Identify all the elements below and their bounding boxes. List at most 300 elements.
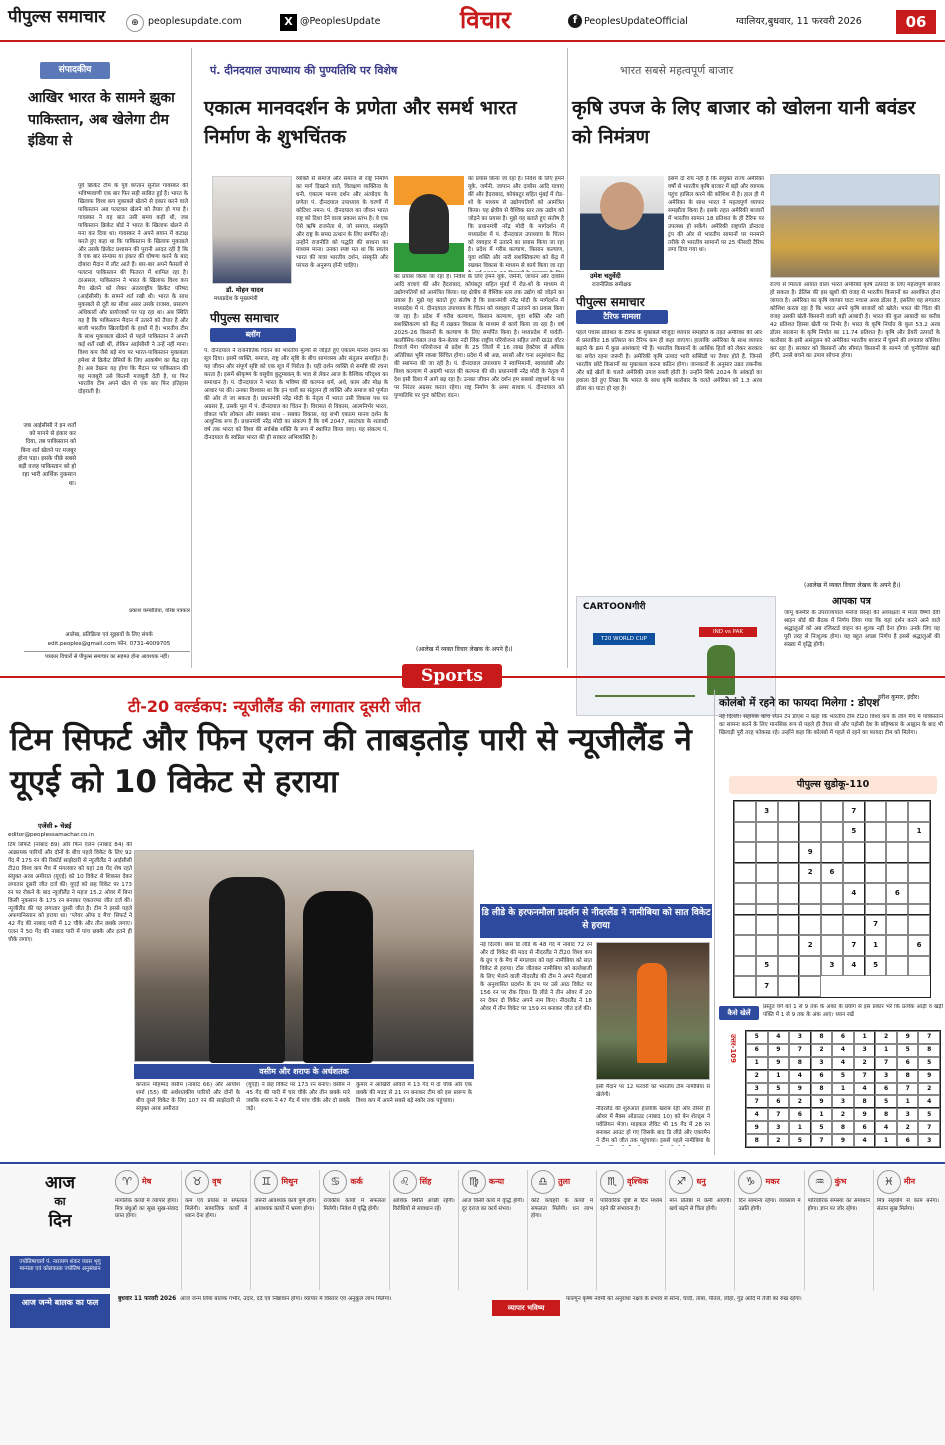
market-text: फाल्गुन कृष्ण नवमी को अनुराधा नक्षत्र के प्रभाव से सोना, चांदी, तांबा, पीतल, लोहा, गुड़ आदि में तेजी का रुख रहेगा। (566, 1296, 802, 1302)
letters-body: जामू कश्मीर के उपराज्यपाल मनोज सिन्हा की अध्यक्षता में माता वैष्णो देवी श्राइन बोर्ड की बैठक में निर्णय लिया गया कि यहां दर्शन करने आने वाले श्रद्धालुओं को अब रजिस्टर्ड वाहन का शुल्क नहीं देना होगा। उनके लिए यह पूरी तरह से निःशुल्क होगा। यह बहुत अच्छा निर्णय है इससे श्रद्धालुओं की संख्या में वृद्धि होगी। (784, 610, 940, 648)
answer-cell: 3 (897, 1108, 919, 1121)
cricket-photo (134, 850, 474, 1062)
deleede-photo (596, 942, 710, 1080)
answer-cell: 7 (768, 1108, 790, 1121)
answer-cell: 7 (875, 1057, 897, 1070)
player-figure-orange (637, 963, 667, 1063)
horoscope-divider (0, 1162, 945, 1164)
sudoku-cell[interactable] (886, 842, 908, 863)
answer-cell: 9 (768, 1044, 790, 1057)
sudoku-cell[interactable] (734, 915, 756, 936)
zodiac-sign (181, 1170, 250, 1290)
zodiac-sign (873, 1170, 942, 1290)
sudoku-cell[interactable] (799, 976, 821, 997)
answer-cell: 7 (746, 1095, 768, 1108)
answer-cell: 9 (789, 1083, 811, 1096)
zodiac-name: तुला (557, 1176, 571, 1186)
letters-author: हरीश कुमार, इंदौर। (878, 694, 920, 701)
answer-cell: 4 (746, 1108, 768, 1121)
answer-cell: 3 (918, 1134, 940, 1147)
sudoku-cell[interactable]: 4 (843, 883, 865, 904)
answer-cell: 4 (854, 1134, 876, 1147)
answer-cell: 5 (897, 1044, 919, 1057)
sudoku-cell[interactable]: 7 (756, 976, 778, 997)
sudoku-cell[interactable] (799, 801, 821, 822)
sudoku-cell[interactable] (908, 956, 930, 977)
answer-cell: 6 (897, 1057, 919, 1070)
sports-headline: टिम सिफर्ट और फिन एलन की ताबड़तोड़ पारी से न्यूजीलैंड ने यूएई को 10 विकेट से हराया (10, 722, 692, 800)
answer-cell: 5 (768, 1083, 790, 1096)
tariff-column-1: इसमें दो राय नहीं है कि संयुक्त राज्य अमेरिका वर्षों से भारतीय कृषि बाजार में बड़ी और व्यापक पहुंच हासिल करने की कोशिश में है। हाल ही में अमेरिका के साथ भारत ने महत्वपूर्ण व्यापार समझौता किया है। इसके तहत अमेरिकी बाजारों में भारतीय सामान 18 प्रतिशत के ही टैरिफ पर उपलब्ध हो सकेंगे। अमेरिकी राष्ट्रपति डोनाल्ड ट्रंप की ओर से भारतीय सामानों पर मनमाने तरीके से भारतीय सामानों पर 25 फीसदी टैरिफ लगा दिया गया था। (668, 176, 764, 254)
birth-label: आज जन्मे बालक का फल (10, 1294, 110, 1328)
tariff-article (572, 48, 945, 701)
answer-cell: 3 (789, 1031, 811, 1044)
sudoku-cell[interactable] (886, 801, 908, 822)
sudoku-cell[interactable]: 4 (843, 956, 865, 977)
zodiac-header (254, 1170, 316, 1194)
answer-cell: 8 (832, 1121, 854, 1134)
answer-cell: 1 (832, 1083, 854, 1096)
answer-cell: 7 (811, 1134, 833, 1147)
zodiac-name: धनु (696, 1176, 706, 1186)
answer-cell: 7 (897, 1083, 919, 1096)
answer-cell: 1 (768, 1070, 790, 1083)
facebook-icon: f (568, 14, 582, 28)
blog-column-2: पं. दीनदयाल ने राजनीतिक चिंतन को भारतीय मूल्यों से जोड़ते हुए एकात्म मानव दर्शन का सूत्र दिया। इसमें व्यक्ति, समाज, राष्ट्र और सृष्टि के बीच सामंजस्य और संतुलन समाहित है। यह जीवन और संपूर्ण सृष्टि को एक सूत्र में पिरोता है। यही दर्शन व्यक्ति से समष्टि की रचना करता है। इसमें श्रीकृष्ण के वसुधैव कुटुम्बकम् के भाव से लेकर आज के वैश्विक परिदृश्य का समाधान है। पं. दीनदयाल ने भारत के भविष्य की कल्पना धर्म, अर्थ, काम और मोक्ष के आधार पर की। उनका विश्वास था कि इन चारों का संतुलन ही व्यक्ति और समाज को पूर्णता की ओर ले जा सकता है। प्रधानमंत्री नरेंद्र मोदी के नेतृत्व में भारत उसी विकास पथ पर अग्रसर है, उसके मूल में पं. दीनदयाल का चिंतन है। विरासत से विकास, आत्मनिर्भर भारत, वोकल फॉर लोकल और सबका साथ - सबका विकास, यह सभी एकात्म मानव दर्शन के आधुनिक रूप हैं। प्रधानमंत्री नरेंद्र मोदी का संकल्प है कि वर्ष 2047, स्वतंत्रता के शताब्दी वर्ष तक भारत को विश्व की सर्वश्रेष्ठ शक्ति के रूप में स्थापित किया जाए। यह संकल्प पं. दीनदयाल के स्वप्निल भारत की ही साकार अभिव्यक्ति है। (204, 348, 388, 442)
blog-disclaimer: (आलेख में व्यक्त विचार लेखक के अपने हैं।) (416, 646, 513, 653)
sudoku-cell[interactable]: 5 (865, 956, 887, 977)
answer-cell: 7 (918, 1121, 940, 1134)
zodiac-header (600, 1170, 662, 1194)
sudoku-cell[interactable]: 5 (843, 822, 865, 843)
sudoku-cell[interactable] (778, 863, 800, 884)
answer-cell: 5 (918, 1057, 940, 1070)
zodiac-name: वृष (212, 1176, 222, 1186)
zodiac-text: कम एवं प्रयास से सफलता मिलेगी। सामाजिक कार्यों में ध्यान देना होगा। (185, 1198, 248, 1220)
tariff-column-3: राज्य से मिलता आयात वाला भारत अमेरिकी कृषि उत्पादों के लिए महत्वपूर्ण बाजार हो सकता है। डेलिंस की इस खुशी की वजह से भारतीय किसानों का आशंकित होना जायज है। अमेरिका का कृषि व्यापार घाटा पचास अरब डॉलर है, इसलिए वह लगातार कोशिश करता रहा है कि भारत अपने कृषि बाजारों को खोले। भारत की चिंता की वजह उसकी खेती-किसानी वाली बड़ी आबादी है। भारत की कुल आबादी का करीब 42 प्रतिशत हिस्सा खेती पर निर्भर है। भारत के कृषि निर्यात के कुल 53.2 अरब डॉलर सालाना के कृषि निर्यात का 11.74 प्रतिशत है। कृषि और डेयरी उत्पादों के कारोबार के इसी असंतुलन को अमेरिका भारतीय बाजार में घुसने की लगातार कोशिश कर रहा है। सरकार को किसानों और सीमांत किसानों के सामने जो चुनौतियां खड़ी होंगी, उनसे बचने का उपाय सोचना होगा। (770, 282, 940, 360)
sudoku-cell[interactable] (908, 915, 930, 936)
blog-column-3: का प्रयास किया जा रहा है। निवेश के लिए हमने यूके, जर्मनी, जापान और दावोस आदि यात्राएं कीं और हैदराबाद, कोयंबटूर सहित मुंबई में रोड-शो के माध्यम से उद्योगपतियों को आमंत्रित किया। यह क्षेत्रीय से वैश्विक स्तर तक उद्योग को जोड़ने का प्रयास है। मुझे यह बताते हुए संतोष है कि प्रधानमंत्री नरेंद्र मोदी के मार्गदर्शन में मध्यप्रदेश में पं. दीनदयाल उपाध्याय के चिंतन को व्यवहार में उतारने का प्रयास किया जा रहा है। प्रदेश में गरीब कल्याण, किसान कल्याण, युवा शक्ति और नारी सशक्तिकरण को केंद्र में रखकर विकास के माध्यम से कार्य किया जा रहा है। वर्ष 2025-26 किसानों के कल्याण के लिए समर्पित किया है। मध्यप्रदेश में पार्वती-कालीसिंध-चंबल तथा केन-बेतवा नदी लिंक राष्ट्रीय परियोजना सहित तापी ग्राउंड वॉटर रिचार्ज मेगा परियोजना से प्रदेश के 25 जिलों में 16 लाख हेक्टेयर से अधिक अतिरिक्त भूमि रकबा सिंचित होगा। प्रदेश में श्री अन्न, सरसों और चना अनुसंधान केंद्र की स्थापना की जा रही है। पं. दीनदयाल उपाध्याय ने स्वाभिमानी, स्वावलंबी और विश्व कल्याण में अग्रणी भारत की कल्पना की थी। प्रधानमंत्री नरेंद्र मोदी के नेतृत्व में देश इसी दिशा में आगे बढ़ रहा है। उनका जीवन और दर्शन हम सबको राष्ट्रधर्म के पथ पर निरंतर अग्रसर करता रहेगा। राष्ट्र निर्माण के अमर साधक पं. दीनदयाल को पुण्यतिथि पर पुनः कोटिशः वंदन। (394, 274, 564, 400)
author-role-umesh: राजनीतिक समीक्षक (592, 282, 632, 288)
sudoku-cell[interactable]: 7 (843, 801, 865, 822)
answer-cell: 6 (854, 1121, 876, 1134)
sudoku-cell[interactable]: 5 (756, 956, 778, 977)
sudoku-cell[interactable] (821, 883, 843, 904)
answer-cell: 9 (918, 1070, 940, 1083)
sudoku-cell[interactable] (821, 904, 843, 915)
editorial-byline: प्रकाश कम्बोडिया, वरिष्ठ पत्रकार (129, 608, 190, 614)
answer-cell: 1 (875, 1044, 897, 1057)
sudoku-cell[interactable] (799, 915, 821, 936)
contact-email[interactable]: edit.peoples@gmail.com फोन. 0731-4009705 (47, 641, 171, 647)
sudoku-cell[interactable] (778, 904, 800, 915)
zodiac-name: कन्या (488, 1176, 505, 1186)
zodiac-sign (389, 1170, 458, 1290)
colombo-headline: कोलंबो में रहने का फायदा मिलेगा : डोएश (719, 697, 880, 709)
colombo-body: नई दिल्ली। सहायक कोच रयान टेन डोएश ने कहा कि भारतीय टीम टी20 विश्व कप के लीग मैच में पाकिस्तान का सामना करने के लिए मानसिक रूप से पहले ही तैयार थी और पड़ोसी देश के बहिष्कार के आह्वान के बाद भी खिलाड़ी पूरी तरह फोकस्ड रहे। उन्होंने कहा कि कोलंबो में पहले से रहने का फायदा टीम को मिलेगा। (719, 714, 943, 736)
sudoku-title: पीपुल्स सुडोकू-110 (729, 776, 937, 794)
horoscope-title-3: दिन (48, 1210, 72, 1231)
zodiac-header (115, 1170, 178, 1194)
answer-cell: 4 (854, 1083, 876, 1096)
player-figure-2 (303, 891, 373, 1063)
answer-cell: 9 (854, 1108, 876, 1121)
answer-cell: 6 (897, 1134, 919, 1147)
zodiac-name: मिथुन (281, 1176, 298, 1186)
zodiac-header (462, 1170, 524, 1194)
sudoku-cell[interactable] (799, 822, 821, 843)
answer-cell: 6 (789, 1108, 811, 1121)
zodiac-name: मीन (903, 1176, 916, 1186)
zodiac-text: राजकीय कार्यों में सफलता मिलेगी। निवेश में वृद्धि होगी। (323, 1198, 386, 1212)
sudoku-cell[interactable] (778, 915, 800, 936)
answer-cell: 2 (918, 1083, 940, 1096)
answer-cell: 6 (768, 1095, 790, 1108)
answer-cell: 3 (854, 1044, 876, 1057)
sudoku-cell[interactable] (734, 935, 756, 956)
editorial-pullquote: जब आईसीसी ने इन शर्तों को मानने से इंकार कर दिया, तब पाकिस्तान को बिना शर्त खेलने पर मजबूर होना पड़ा। इसके पीछे सबसे बड़ी वजह पाकिस्तान को हो रहा भारी आर्थिक नुकसान था। (18, 423, 76, 487)
blog-logo: पीपुल्स समाचार (210, 311, 279, 325)
sudoku-cell[interactable] (843, 842, 865, 863)
sudoku-cell[interactable] (778, 822, 800, 843)
answer-cell: 2 (746, 1070, 768, 1083)
market-photo (770, 174, 940, 278)
author-photo-umesh (580, 176, 664, 270)
zodiac-icon: ♓ (877, 1170, 901, 1194)
zodiac-header (531, 1170, 593, 1194)
sudoku-cell[interactable]: 7 (843, 935, 865, 956)
zodiac-name: मकर (765, 1176, 780, 1186)
sudoku-cell[interactable]: 6 (886, 883, 908, 904)
zodiac-header (738, 1170, 800, 1194)
zodiac-icon: ♈ (115, 1170, 139, 1194)
sudoku-cell[interactable] (734, 883, 756, 904)
answer-cell: 1 (746, 1057, 768, 1070)
sudoku-cell[interactable] (756, 904, 778, 915)
zodiac-header (185, 1170, 247, 1194)
blog-tag: ब्लॉग (210, 328, 296, 342)
portrait-figure (409, 194, 449, 254)
author-face (600, 182, 644, 230)
answer-cell: 6 (875, 1083, 897, 1096)
photo-caption-bar: वसीम और शराफ के अर्धशतक (134, 1064, 474, 1079)
zodiac-header (393, 1170, 455, 1194)
masthead (0, 0, 945, 42)
sudoku-grid[interactable] (733, 800, 931, 998)
zodiac-sign (665, 1170, 734, 1290)
sudoku-cell[interactable] (886, 935, 908, 956)
zodiac-header (669, 1170, 731, 1194)
blog-kicker: पं. दीनदयाल उपाध्याय की पुण्यतिथि पर विशेष (210, 64, 398, 77)
blog-headline: एकात्म मानवदर्शन के प्रणेता और समर्थ भारत निर्माण के शुभचिंतक (204, 97, 517, 149)
sudoku-cell[interactable] (734, 956, 756, 977)
answer-cell: 2 (854, 1057, 876, 1070)
sudoku-cell[interactable]: 6 (908, 935, 930, 956)
facebook-handle[interactable]: PeoplesUpdateOfficial (584, 16, 688, 27)
answer-cell: 3 (768, 1121, 790, 1134)
sudoku-cell[interactable] (908, 863, 930, 884)
sudoku-cell[interactable] (821, 822, 843, 843)
page-number: 06 (896, 10, 936, 34)
author-role: मध्यप्रदेश के मुख्यमंत्री (214, 296, 258, 302)
market-label: व्यापार भविष्य (492, 1300, 560, 1316)
sudoku-cell[interactable] (756, 935, 778, 956)
sudoku-cell[interactable] (908, 842, 930, 863)
answer-cell: 7 (918, 1031, 940, 1044)
horoscope-section (0, 1166, 945, 1445)
answer-cell: 8 (811, 1083, 833, 1096)
author-name: डॉ. मोहन यादव (226, 286, 264, 294)
answer-cell: 1 (789, 1121, 811, 1134)
sudoku-cell[interactable] (886, 904, 908, 915)
answer-cell: 6 (811, 1070, 833, 1083)
sports-column-3: (यूएई) ने छह विकेट पर 173 रन बनाए। वसीम ने 45 गेंद की पारी में चार चौके और तीन छक्के मारे जबकि शराफ ने 47 गेंद में पांच चौके और दो छक्के जड़े। (246, 1082, 350, 1112)
sudoku-cell[interactable] (908, 904, 930, 915)
zodiac-name: सिंह (419, 1176, 432, 1186)
answer-cell: 7 (789, 1044, 811, 1057)
sudoku-cell[interactable] (821, 935, 843, 956)
sudoku-cell[interactable] (778, 842, 800, 863)
answer-cell: 2 (768, 1134, 790, 1147)
answer-cell: 3 (832, 1095, 854, 1108)
sudoku-cell[interactable]: 1 (908, 822, 930, 843)
birth-text: आज जन्म लिया बालक गंभीर, उदार, दर्द एवं निष्ठावान होगा। व्यापार में विस्तार एवं अनुकूल लाभ मिलेगा। (180, 1296, 392, 1302)
sports-kicker: टी-20 वर्ल्डकप: न्यूजीलैंड की लगातार दूसरी जीत (128, 697, 421, 716)
sudoku-cell[interactable] (778, 935, 800, 956)
zodiac-icon: ♍ (462, 1170, 486, 1194)
sports-column-4: कुमार ने आखिरी ओवरों में 13 गेंद में दो चौके और एक छक्के की मदद से 21 रन बनाकर टीम को इस प्रारूप के विश्व कप में अपने सबसे बड़े स्कोर तक पहुंचाया। (356, 1082, 472, 1104)
sudoku-cell[interactable] (778, 883, 800, 904)
sudoku-cell[interactable] (778, 801, 800, 822)
sudoku-cell[interactable] (799, 883, 821, 904)
sudoku-cell[interactable] (756, 822, 778, 843)
answer-cell: 9 (746, 1121, 768, 1134)
sudoku-cell[interactable]: 1 (865, 935, 887, 956)
sudoku-answer-grid (745, 1030, 941, 1148)
zodiac-sign (596, 1170, 665, 1290)
section-title: विचार (460, 6, 511, 34)
sudoku-cell[interactable]: 2 (799, 935, 821, 956)
zodiac-icon: ♉ (185, 1170, 209, 1194)
tariff-column-2: पहले पचास प्रतिशत के टैरिफ के मुकाबले मौजूदा व्यापार समझौते के तहत अमेरिका की ओर से प्रस्तावित 18 प्रतिशत का टैरिफ कम ही कहा जाएगा। हालांकि अमेरिका के साथ व्यापार बढ़ाने के क्रम में कुछ आशंकाएं भी हैं। भारतीय किसानों के आर्थिक हितों को लेकर सरकार का सचेत रहना जरूरी है। अमेरिकी कृषि उत्पाद भारी सब्सिडी पर तैयार होते हैं, जिनसे भारतीय छोटे किसानों का मुकाबला करना कठिन होगा। जानकारों के अनुसार उन्नत तकनीक और बड़े खेतों के चलते अमेरिकी उपज सस्ती होती है। उन्होंने सिर्फ 2024 के आंकड़ों का हवाला देते हुए लिखा कि भारत के साथ कृषि कारोबार के चलते अमेरिका को 1.3 अरब डॉलर का घाटा हो रहा है। (576, 330, 762, 392)
zodiac-text: मांगलिक कार्यों में व्यापार होगा। मित्र बंधुओं का सुख सुख-संवाद प्राप्त होगा। (115, 1198, 179, 1220)
cartoon-score: IND vs PAK (699, 627, 757, 637)
answer-cell: 2 (875, 1031, 897, 1044)
zodiac-icon: ♌ (393, 1170, 417, 1194)
sudoku-cell[interactable]: 9 (799, 842, 821, 863)
portrait-photo (394, 176, 464, 272)
website-link[interactable]: peoplesupdate.com (148, 16, 242, 27)
answer-cell: 5 (789, 1134, 811, 1147)
answer-cell: 4 (875, 1121, 897, 1134)
sudoku-cell[interactable] (865, 863, 887, 884)
sports-column-2: कप्तान मोहम्मद वसीम (नाबाद 66) और आर्यांश शर्मा (55) की अर्धशतकीय पारियों और दोनों के बीच दूसरे विकेट के लिए 107 रन की साझेदारी से संयुक्त अरब अमीरात (136, 1082, 240, 1112)
sudoku-cell[interactable] (886, 863, 908, 884)
sports-right-column (714, 690, 945, 1155)
sudoku-cell[interactable] (734, 822, 756, 843)
sudoku-cell[interactable] (865, 904, 887, 915)
zodiac-icon: ♏ (600, 1170, 624, 1194)
answer-cell: 5 (875, 1095, 897, 1108)
editorial-headline: आखिर भारत के सामने झुका पाकिस्तान, अब खेलेगा टीम इंडिया से (28, 90, 175, 150)
cartoon-figure (707, 645, 735, 695)
sudoku-cell[interactable] (843, 904, 865, 915)
astrologer-name: ज्योतिषाचार्य पं. नारायण शंकर व्यास भृगु मान्यता एवं कोलकाता ज्योतिष अनुसंधान (10, 1256, 110, 1288)
zodiac-sign (250, 1170, 319, 1290)
answer-cell: 3 (811, 1057, 833, 1070)
player-figure-1 (209, 877, 285, 1063)
sudoku-rules: प्रस्तुत वर्ग को 1 से 9 तक के अंकों के प्रयोग से इस प्रकार भरें कि प्रत्येक आड़ी व खड़ी पंक्ति में 1 से 9 तक के अंक आएं। ध्यान रखें (763, 1004, 943, 1018)
disclaimer: पत्रकार विचारों से पीपुल्स समाचार का सहमत होना आवश्यक नहीं। (24, 651, 190, 661)
tariff-headline: कृषि उपज के लिए बाजार को खोलना यानी बवंडर को निमंत्रण (572, 97, 916, 149)
zodiac-text: आर्थिक स्थिति अच्छी रहेगी। विरोधियों से सावधान रहें। (392, 1198, 455, 1212)
sudoku-cell[interactable] (886, 822, 908, 843)
tariff-logo: पीपुल्स समाचार (576, 295, 645, 309)
answer-cell: 3 (746, 1083, 768, 1096)
zodiac-text: मान प्रतिष्ठा में कमी आएगी। खर्च बढ़ने से चिंता होगी। (669, 1198, 732, 1212)
answer-cell: 4 (918, 1095, 940, 1108)
answer-cell: 1 (854, 1031, 876, 1044)
sudoku-cell[interactable] (756, 863, 778, 884)
answer-cell: 8 (789, 1057, 811, 1070)
blog-column-1: व्यक्ति से समाज और समाज से राष्ट्र निर्माण का मार्ग दिखाने वाले, विलक्षण व्यक्तित्व के धनी, एकात्म मानव दर्शन और अंत्योदय के प्रणेता पं. दीनदयाल उपाध्याय के चरणों में कोटिशः नमन। पं. दीनदयाल का जीवन भारत राष्ट्र को दिशा देने वाला प्रकाश स्तंभ है। वे एक ऐसे ऋषि राजनेता थे, जो समाज, संस्कृति और राष्ट्र के समग्र उत्थान के लिए समर्पित रहे। उन्होंने राजनीति को पद्धति की साधना का माध्यम माना। उनका स्पष्ट मत था कि स्वतंत्र भारत की यात्रा भारतीय दर्शन, संस्कृति और परंपरा के अनुरूप होनी चाहिए। (296, 176, 388, 270)
sudoku-cell[interactable] (734, 801, 756, 822)
cartoon-sign: T20 WORLD CUP (593, 633, 655, 645)
tariff-kicker: भारत सबसे महत्वपूर्ण बाजार (620, 64, 734, 77)
sudoku-cell[interactable] (865, 842, 887, 863)
sudoku-cell[interactable]: 2 (799, 863, 821, 884)
sudoku-cell[interactable] (756, 883, 778, 904)
answer-cell: 1 (875, 1134, 897, 1147)
answer-cell: 2 (832, 1108, 854, 1121)
blog-column-3-top: का प्रयास किया जा रहा है। निवेश के लिए हमने यूके, जर्मनी, जापान और दावोस आदि यात्राएं कीं और हैदराबाद, कोयंबटूर सहित मुंबई में रोड-शो के माध्यम से उद्योगपतियों को आमंत्रित किया। यह क्षेत्रीय से वैश्विक स्तर तक उद्योग को जोड़ने का प्रयास है। मुझे यह बताते हुए संतोष है कि प्रधानमंत्री नरेंद्र मोदी के मार्गदर्शन में मध्यप्रदेश में पं. दीनदयाल उपाध्याय के चिंतन को व्यवहार में उतारने का प्रयास किया जा रहा है। प्रदेश में गरीब कल्याण, किसान कल्याण, युवा शक्ति और नारी सशक्तिकरण को केंद्र में रखकर विकास के माध्यम से कार्य किया जा रहा (468, 176, 564, 270)
sudoku-cell[interactable] (821, 842, 843, 863)
editorial-tag: संपादकीय (40, 62, 110, 79)
answer-cell: 1 (897, 1095, 919, 1108)
zodiac-header (877, 1170, 939, 1194)
sports-dateline: एजेंसी ▸ चेन्नई (38, 822, 72, 830)
cartoon-title: CARTOONगीरी (583, 602, 646, 612)
sudoku-cell[interactable] (865, 883, 887, 904)
sudoku-cell[interactable] (734, 976, 756, 997)
answer-cell: 6 (832, 1031, 854, 1044)
answer-cell: 2 (897, 1121, 919, 1134)
sudoku-cell[interactable] (886, 956, 908, 977)
letters-title: आपका पत्र (832, 596, 871, 607)
sports-email[interactable]: editor@peoplessamachar.co.in (8, 832, 95, 838)
zodiac-text: पारिवारिक दृष्टि से दिन मध्यम रहने की संभावना है। (600, 1198, 663, 1212)
sudoku-cell[interactable] (843, 863, 865, 884)
zodiac-name: कर्क (350, 1176, 363, 1186)
sports-body: टिम सिफर्ट (नाबाद 89) और फिन एलन (नाबाद 84) की आक्रामक पारियों और दोनों के बीच पहले विकेट के लिए 92 गेंद में 175 रन की रिकॉर्ड साझेदारी से न्यूजीलैंड ने आईसीसी टी20 विश्व कप मैच में मंगलवार को यहां 28 गेंद शेष रहते संयुक्त अरब अमीरात (यूएई) को 10 विकेट से शिकस्त देकर लगातार दूसरी जीत दर्ज की। यूएई को छह विकेट पर 173 रन पर रोकने के बाद न्यूजीलैंड ने महज 15.2 ओवर में बिना किसी नुकसान के 175 रन बनाकर एकतरफा जीत दर्ज की। न्यूजीलैंड की यह लगातार दूसरी जीत है। टीम ने इससे पहले अफगानिस्तान को हराया था। 'प्लेयर ऑफ द मैच' सिफर्ट ने 42 गेंद की नाबाद पारी में 12 चौके और तीन छक्के लगाए। एलन ने 50 गेंद की नाबाद पारी में पांच छक्के और इतने ही चौके लगाए। (8, 842, 132, 944)
twitter-handle[interactable]: @PeoplesUpdate (300, 16, 381, 27)
sudoku-cell[interactable] (843, 915, 865, 936)
sudoku-cell[interactable]: 3 (821, 956, 843, 977)
sudoku-cell[interactable] (865, 801, 887, 822)
sports-banner: Sports (402, 664, 502, 688)
answer-cell: 8 (854, 1095, 876, 1108)
sudoku-cell[interactable] (734, 842, 756, 863)
answer-cell: 1 (811, 1108, 833, 1121)
answer-cell: 2 (789, 1095, 811, 1108)
answer-cell: 4 (768, 1031, 790, 1044)
zodiac-text: दिन सामान्य रहेगा। व्यवसाय में उन्नति होगी। (738, 1198, 801, 1212)
answer-cell: 8 (897, 1070, 919, 1083)
sudoku-cell[interactable]: 3 (756, 801, 778, 822)
answer-label: उत्तर-109 (729, 1034, 737, 1064)
zodiac-sign (319, 1170, 388, 1290)
zodiac-text: कोर्ट कचहरी के कार्यों में सफलता मिलेगी। धन लाभ होगा। (530, 1198, 594, 1220)
zodiac-icon: ♒ (808, 1170, 832, 1194)
contact-line: आलेख, प्रतिक्रिया एवं सुझावों के लिए संपर्क (65, 632, 153, 638)
sudoku-cell[interactable] (734, 904, 756, 915)
zodiac-header (323, 1170, 385, 1194)
sudoku-cell[interactable] (778, 976, 800, 997)
sudoku-cell[interactable] (865, 822, 887, 843)
zodiac-text: आज किसी कार्य में वृद्धि होगी। दूर दराज का कार्य संभव। (461, 1198, 524, 1212)
zodiac-text: मित्र सहयोग से काम बनेगा। संतान सुख मिलेगा। (876, 1198, 939, 1212)
sudoku-cell[interactable] (799, 904, 821, 915)
zodiac-text: जरूरी आवश्यक कार्य पूर्ण होंगे। आवश्यक कार्यों में भ्रमण होगा। (254, 1198, 317, 1212)
nl-headline: डि लीडे के हरफनमौला प्रदर्शन से नीदरलैंड ने नामीबिया को सात विकेट से हराया (480, 904, 712, 938)
answer-cell: 6 (746, 1044, 768, 1057)
sudoku-cell[interactable]: 6 (821, 863, 843, 884)
editorial-body: पूर्व क्रिकेट टीम के पूर्व कप्तान सुनील गावस्कर की भविष्यवाणी एक बार फिर सही साबित हुई है। भारत के खिलाफ विश्व कप मुकाबले खेलने से इंकार करने वाले पाकिस्तान अब पलटकर खेलने को तैयार हो गया है। गावस्कर ने यह बात उसी समय कही थी, जब पाकिस्तान क्रिकेट बोर्ड ने भारत के खिलाफ खेलने से मना कर दिया था। गावस्कर ने अपने बयान में कटाक्ष करते हुए कहा था कि पाकिस्तान के खिलाफ मुकाबले और उसके क्रिकेट प्रशासन की पुरानी आदत रही है कि वे एक बार संन्यास या इंकार की घोषणा करने के बाद दोबारा मैदान में लौट आते हैं। बार-बार अपने फैसलों से पलटना पाकिस्तान की फितरत में शामिल रहा है। दरअसल, पाकिस्तान ने भारत के खिलाफ विश्व कप मैच खेलने को लेकर अंतरराष्ट्रीय क्रिकेट परिषद (आईसीसी) के सामने शर्त रखी थी। भारत के साथ मुकाबले से दूरी का सीधा असर उसके राजस्व, प्रसारण अधिकारों और प्रायोजकों पर पड़ रहा था। अब स्थिति यह है कि पाकिस्तान मैदान में उतरने को तैयार है और बाजी भारतीय खिलाड़ियों के हाथों में है। भारतीय टीम के साथ मुकाबला खेलने से पहले पाकिस्तान ने अपनी कई शर्तें रखी थीं, लेकिन आईसीसी ने उन्हें नहीं माना। विश्व कप जैसे बड़े मंच पर भारत-पाकिस्तान मुकाबला हमेशा से क्रिकेट प्रेमियों के लिए आकर्षण का केंद्र रहा है। अब देखना यह होगा कि मैदान पर पाकिस्तान की यह मजबूरी उसे कितनी मजबूती देती है, या फिर भारतीय टीम अपने खेल से एक बार फिर इतिहास दोहराती है। (78, 183, 188, 396)
answer-cell: 8 (811, 1031, 833, 1044)
answer-cell: 5 (746, 1031, 768, 1044)
zodiac-text: पारिवारिक समस्या का समाधान होगा। ज्ञान पर जोर रहेगा। (807, 1198, 870, 1212)
sudoku-cell[interactable] (821, 915, 843, 936)
answer-cell: 4 (789, 1070, 811, 1083)
answer-cell: 4 (832, 1044, 854, 1057)
answer-cell: 9 (811, 1095, 833, 1108)
sudoku-cell[interactable]: 7 (865, 915, 887, 936)
answer-cell: 5 (811, 1121, 833, 1134)
answer-cell: 8 (918, 1044, 940, 1057)
sudoku-cell[interactable] (886, 915, 908, 936)
blog-article (196, 48, 568, 668)
answer-cell: 9 (768, 1057, 790, 1070)
sudoku-cell[interactable] (799, 956, 821, 977)
author-name-umesh: उमेश चतुर्वेदी (590, 272, 621, 280)
sudoku-cell[interactable] (756, 915, 778, 936)
sudoku-cell[interactable] (908, 883, 930, 904)
tariff-disclaimer: (आलेख में व्यक्त विचार लेखक के अपने हैं।) (804, 582, 901, 589)
sudoku-cell[interactable] (734, 863, 756, 884)
tariff-tag: टैरिफ मामला (576, 310, 668, 324)
dateline: ग्वालियर,बुधवार, 11 फरवरी 2026 (736, 16, 862, 27)
globe-icon: ⊕ (126, 14, 144, 32)
horoscope-title-2: का (54, 1194, 66, 1208)
sudoku-cell[interactable] (778, 956, 800, 977)
x-twitter-icon: X (280, 14, 297, 31)
zodiac-sign (734, 1170, 803, 1290)
zodiac-sign (112, 1170, 181, 1290)
answer-cell: 7 (854, 1070, 876, 1083)
zodiac-name: वृश्चिक (627, 1176, 649, 1186)
zodiac-icon: ♐ (669, 1170, 693, 1194)
sudoku-cell[interactable] (908, 801, 930, 822)
zodiac-header (808, 1170, 870, 1194)
howto-tag: कैसे खेलें (719, 1006, 759, 1020)
sudoku-cell[interactable] (821, 801, 843, 822)
sudoku-cell[interactable] (756, 842, 778, 863)
nl-body: नई दिल्ली। बास डि लीडे के 48 गेंद में नाबाद 72 रन और दो विकेट की मदद से नीदरलैंड ने टी20 विश्व कप के ग्रुप ए के मैच में मंगलवार को यहां नामीबिया को सात विकेट से हराया। टॉस जीतकर नामीबिया को बल्लेबाजी के लिए भेजने वाली नीदरलैंड की टीम ने अपने गेंदबाजों के अनुशासित प्रदर्शन के दम पर उसे आठ विकेट पर 156 रन पर रोक दिया। डि लीडे ने तीन ओवर में 20 रन देकर दो विकेट अपने नाम किए। नीदरलैंड ने 18 ओवर में तीन विकेट पर 159 रन बनाकर जीत दर्ज की। (480, 942, 592, 1012)
zodiac-name: मेष (142, 1176, 152, 1186)
horoscope-title-1: आज (45, 1173, 75, 1193)
zodiac-icon: ♎ (531, 1170, 555, 1194)
answer-cell: 8 (746, 1134, 768, 1147)
